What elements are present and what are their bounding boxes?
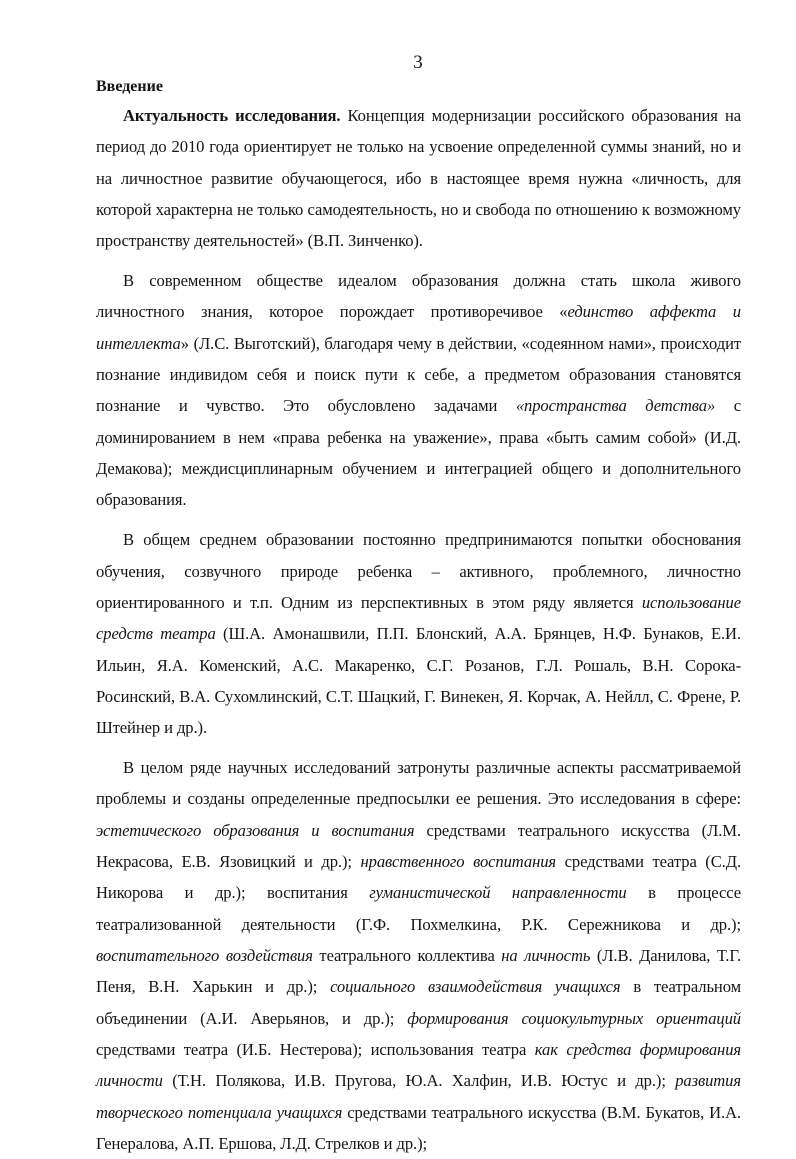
- body-text: [96, 100, 741, 1159]
- text-run: средствами театрального искусства (Л.М. Некрасова, Е.В. Язовицкий и др.);: [96, 820, 741, 871]
- paragraph-relevance: [96, 100, 741, 257]
- text-run: в театральном объединении (А.И. Аверьянов, и др.);: [96, 977, 741, 1028]
- emphasis: формирования социокультурных ориентаций: [407, 1008, 742, 1028]
- text-run: (Т.Н. Полякова, И.В. Пругова, Ю.А. Халфин, И.В. Юстус и др.);: [162, 1071, 676, 1091]
- text-run: средствами театра (С.Д. Никорова и др.); воспитания: [96, 851, 742, 903]
- text-run: (Л.В. Данилова, Т.Г. Пеня, В.Н. Харькин и др.);: [96, 945, 741, 997]
- section-heading: Введение: [96, 78, 163, 95]
- emphasis: на личность: [501, 945, 591, 965]
- emphasis: развития творческого потенциала учащихся: [96, 1071, 741, 1122]
- emphasis: эстетического образования и воспитания: [96, 820, 415, 840]
- text-run: Концепция модернизации российского образования на период до 2010 года ориентирует не только на усвоение определенной суммы знаний, но и на личностное развитие обучающегося, ибо в настоящее время нужна «личность, для которой характерна не только самодеятельность, но и свобода по отношению к возможному пространству деятельностей» (В.П. Зинченко).: [96, 106, 741, 251]
- paragraph-theatre-means: [96, 524, 741, 743]
- emphasis: «пространства детства»: [515, 396, 716, 416]
- emphasis: как средства формирования личности: [96, 1040, 742, 1091]
- paragraph-research-review: [96, 752, 741, 1159]
- emphasis: единство аффекта и интеллекта: [96, 302, 741, 353]
- text-run: в процессе театрализованной деятельности (Г.Ф. Похмелкина, Р.К. Сережникова и др.);: [96, 883, 741, 934]
- emphasis: нравственного воспитания: [360, 851, 557, 871]
- emphasis: социального взаимодействия учащихся: [330, 977, 621, 997]
- text-run: » (Л.С. Выготский), благодаря чему в действии, «содеянном нами», происходит познание индивидом себя и поиск пути к себе, а предметом образования становятся познание и чувство. Это обусловлено задачами: [96, 333, 741, 416]
- text-run: средствами театра (И.Б. Нестерова); использования театра: [96, 1040, 535, 1059]
- text-run: с доминированием в нем «права ребенка на уважение», права «быть самим собой» (И.Д. Демакова); междисциплинарным обучением и интеграцией общего и дополнительного образования.: [96, 396, 741, 510]
- text-run: средствами театрального искусства (В.М. Букатов, И.А. Генералова, А.П. Ершова, Л.Д. Стрелков и др.);: [96, 1102, 741, 1154]
- relevance-lead: Актуальность исследования.: [123, 106, 341, 125]
- paragraph-ideal-education: [96, 265, 741, 516]
- text-run: (Ш.А. Амонашвили, П.П. Блонский, А.А. Брянцев, Н.Ф. Бунаков, Е.И. Ильин, Я.А. Коменский, А.С. Макаренко, С.Г. Розанов, Г.Л. Рошаль, В.Н. Сорока-Росинский, В.А. Сухомлинский, С.Т. Шацкий, Г. Винекен, Я. Корчак, А. Нейлл, С. Френе, Р. Штейнер и др.).: [96, 624, 741, 738]
- page-number: 3: [413, 52, 423, 73]
- text-run: В целом ряде научных исследований затронуты различные аспекты рассматриваемой проблемы и созданы определенные предпосылки ее решения. Это исследования в сфере:: [96, 757, 741, 809]
- emphasis: воспитательного воздействия: [96, 945, 313, 965]
- emphasis: гуманистической направленности: [369, 883, 627, 903]
- text-run: В общем среднем образовании постоянно предпринимаются попытки обоснования обучения, созвучного природе ребенка – активного, проблемного, личностно ориентированного и т.п. Одним из перспективных в этом ряду является: [96, 530, 741, 612]
- text-run: В современном обществе идеалом образования должна стать школа живого личностного знания, которое порождает противоречивое «: [96, 271, 741, 322]
- text-run: театрального коллектива: [312, 945, 502, 965]
- emphasis: использование средств театра: [96, 592, 741, 644]
